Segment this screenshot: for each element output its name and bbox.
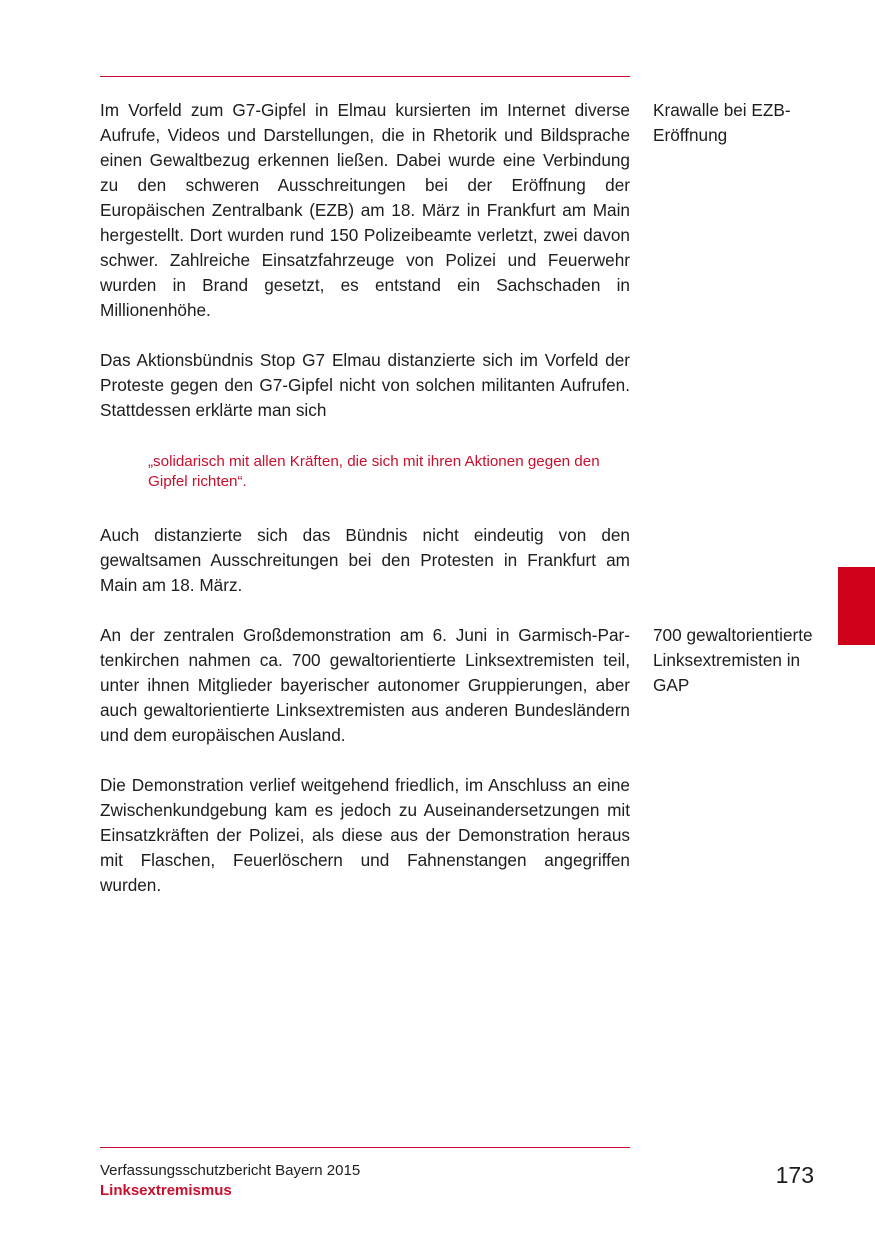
- margin-note-ezb: Krawalle bei EZB-Eröffnung: [653, 100, 791, 145]
- body-paragraph-demonstration: An der zentralen Großdemonstration am 6. Juni in Garmisch-Partenkirchen nahmen ca. 700 gewaltorientierte Linksextremisten teil, unter ihnen Mitglieder bayerischer autonomer Gruppierungen, aber auch gewaltorientierte Linksextremisten aus anderen Bundesländern und dem europäischen Ausland.: [100, 625, 630, 745]
- chapter-tab-marker: [838, 567, 875, 645]
- body-paragraph-clashes: Die Demonstration verlief weitgehend friedlich, im Anschluss an eine Zwischenkundgebung kam es jedoch zu Auseinandersetzungen mit Einsatzkräften der Polizei, als diese aus der Demonstration heraus mit Flaschen, Feuerlöschern und Fahnenstangen angegriffen wurden.: [100, 775, 630, 895]
- footer-publication-title: Verfassungsschutzbericht Bayern 2015: [100, 1162, 361, 1179]
- top-divider: [100, 76, 630, 77]
- bottom-divider: [100, 1147, 630, 1148]
- block-quote: „solidarisch mit allen Kräften, die sich mit ihren Aktionen gegen den Gipfel richten“.: [148, 453, 600, 490]
- footer-section-name: Linksextremismus: [100, 1182, 232, 1199]
- body-paragraph-no-distancing: Auch distanzierte sich das Bündnis nicht eindeutig von den gewaltsamen Ausschreitungen bei den Protesten in Frankfurt am Main am 18. März.: [100, 525, 630, 595]
- body-paragraph-ezb-riots: Im Vorfeld zum G7-Gipfel in Elmau kursierten im Internet diverse Aufrufe, Videos und Darstellungen, die in Rhetorik und Bildsprache einen Gewaltbezug erkennen ließen. Dabei wurde eine Verbindung zu den schweren Ausschreitungen bei der Eröffnung der Europäischen Zentralbank (EZB) am 18. März in Frankfurt am Main hergestellt. Dort wurden rund 150 Polizeibeamte verletzt, zwei davon schwer. Zahlreiche Einsatzfahrzeuge von Polizei und Feuerwehr wurden in Brand gesetzt, es entstand ein Sachschaden in Millionenhöhe.: [100, 100, 630, 320]
- margin-note-gap: 700 gewaltorientierte Linksextremisten in GAP: [653, 625, 813, 695]
- page-number: 173: [775, 1162, 814, 1188]
- body-paragraph-alliance: Das Aktionsbündnis Stop G7 Elmau distanzierte sich im Vorfeld der Proteste gegen den G7-Gipfel nicht von solchen militanten Aufrufen. Stattdessen erklärte man sich: [100, 350, 630, 420]
